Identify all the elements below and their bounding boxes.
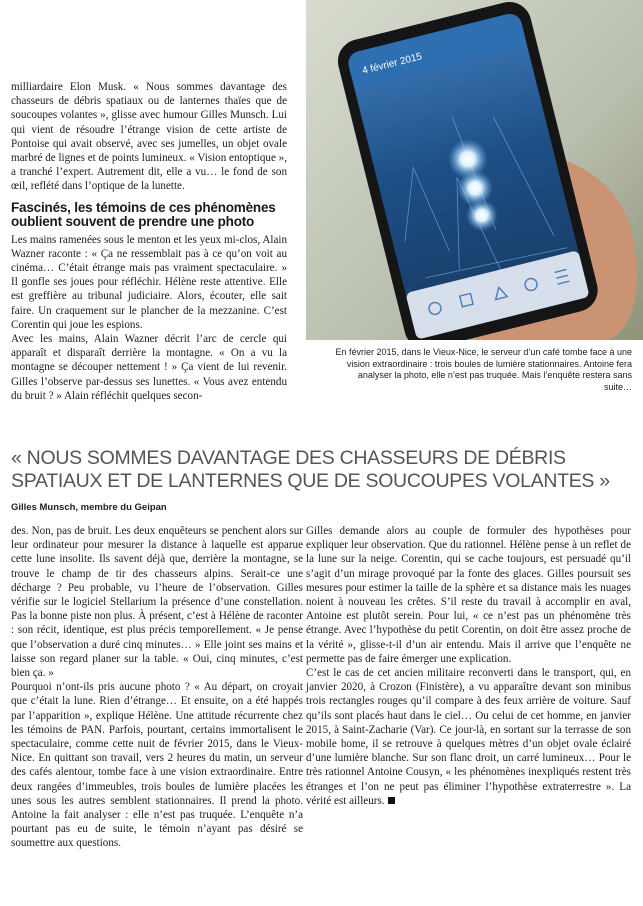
bottom-right-column [306, 524, 631, 808]
end-of-article-mark [388, 797, 395, 804]
paragraph [306, 666, 631, 808]
paragraph: des. Non, pas de bruit. Les deux enquêteurs se penchent alors sur leur ordinateur pour mesurer la distance à laquelle est apparue cette lune insolite. Ils savent déjà que, derrière la montagne, se trouve le champ de tir des chasseurs alpins. Serait-ce une décharge ? Peu probable, vu l’heure de l’observation. Gilles vérifie sur le logiciel Stellarium la présence d’une constellation. Pas la bonne piste non plus. À présent, c’est à Hélène de raconter : son récit, identique, est plus précis temporellement. « Je pense que l’observation a duré cinq minutes… » Elle joint ses mains et laisse son regard planer sur la table. « Oui, cinq minutes, c’est bien ça. » [11, 525, 303, 680]
paragraph: Les mains ramenées sous le menton et les yeux mi-clos, Alain Wazner raconte : « Ça ne ressemblait pas à ce qu’on voit au cinéma… C’était étrange mais pas vraiment spectaculaire. » Il gonfle ses joues pour réfléchir. Hélène reste attentive. Elle est greffière au tribunal judiciaire. Alors, écouter, elle sait faire. Un craquement sur le plancher de la mezzanine. C’est Corentin qui joue les espions. [11, 233, 287, 331]
pull-quote: « NOUS SOMMES DAVANTAGE DES CHASSEURS DE DÉBRIS SPATIAUX ET DE LANTERNES QUE DE SOUCOUPES VOLANTES » [11, 447, 610, 492]
phone-date: 4 février 2015 [361, 51, 424, 77]
paragraph-text: C’est le cas de cet ancien militaire reconverti dans le transport, qui, en janvier 2020, à Crozon (Finistère), a vu apparaître devant son minibus trois rectangles rouges qu’il compare à des feux arrière de voiture. Sauf qu’ils sont placés haut dans le ciel… Ou celui de cet homme, en janvier 2015, à Saint-Zacharie (Var). Ce jour-là, en sortant sur la terrasse de son mobile home, il se retrouve à quelques mètres d’un objet ovale éclairé d’une lumière blanche. Sur son flanc droit, un carré lumineux… Pour le très rationnel Antoine Cousyn, « les phénomènes inexpliqués restent très étranges et l’on ne peut pas éliminer l’hypothèse extraterrestre ». La vérité est ailleurs. [306, 667, 631, 807]
quote-attribution: Gilles Munsch, membre du Geipan [11, 502, 167, 513]
subheading: Fascinés, les témoins de ces phénomènes oublient souvent de prendre une photo [11, 199, 276, 230]
paragraph: Avec les mains, Alain Wazner décrit l’arc de cercle qui apparaît et disparaît derrière la montagne. « On a vu la montagne se découper nettement ! » Ça vient de lui revenir. Gilles l’observe par-dessus ses lunettes. « Vous avez entendu du bruit ? » Alain réfléchit quelques secon- [11, 333, 287, 402]
paragraph: milliardaire Elon Musk. « Nous sommes davantage des chasseurs de débris spatiaux ou de lanternes thaïes que de soucoupes volantes », glisse avec humour Gilles Munsch. Lui qui vient de résoudre l’étrange vision de cette artiste de Pontoise qui avait observé, avec ses jumelles, un objet ovale marbré de lignes et de points lumineux. « Vision entoptique », a tranché l’expert. Autrement dit, elle a vu… le fond de son œil, reflété dans l’optique de la lunette. [11, 81, 287, 193]
article-photo [306, 0, 643, 340]
paragraph: Pourquoi n’ont-ils pris aucune photo ? « Au départ, on croyait que c’était la lune. Rien d’étrange… Et ensuite, on a été happés par l’apparition », explique Hélène. Une attitude récurrente chez les témoins de PAN. Parfois, pourtant, certains immortalisent le spectaculaire, comme cette nuit de février 2015, dans le Vieux-Nice. En quittant son travail, vers 2 heures du matin, un serveur des cafés alentour, tombe face à une vision extraordinaire. Entre deux rangées d’immeubles, trois boules de lumière placées les unes sous les autres semblent stationnaires. Il prend la photo. Antoine la fait analyser : elle n’est pas truquée. L’enquête n’a pourtant pas eu de suite, le témoin n’ayant pas désiré se soumettre aux questions. [11, 681, 303, 850]
bottom-left-column [11, 524, 303, 851]
top-left-column [11, 80, 287, 403]
paragraph: Gilles demande alors au couple de formuler des hypothèses pour expliquer leur observation. Que du rationnel. Hélène pense à un reflet de la lune sur la neige. Corentin, qui se cache toujours, est persuadé qu’il s’agit d’un mirage provoqué par la fonte des glaces. Gilles poursuit ses mesures pour estimer la taille de la sphère et sa distance mais les nuages noient à nouveau les crêtes. S’il reste du travail à accomplir en aval, Antoine est plutôt serein. Pour lui, « ce n’est pas un phénomène très étrange. Avec l’hypothèse du petit Corentin, on doit être assez proche de la vérité », glisse-t-il d’un air entendu. Mais il arrive que l’enquête ne permette pas de faire émerger une explication. [306, 525, 631, 665]
photo-caption: En février 2015, dans le Vieux-Nice, le serveur d’un café tombe face à une vision extraordinaire : trois boules de lumière stationnaires. Antoine fera analyser la photo, elle n’est pas truquée. Mais l’enquête restera sans suite… [335, 347, 632, 392]
